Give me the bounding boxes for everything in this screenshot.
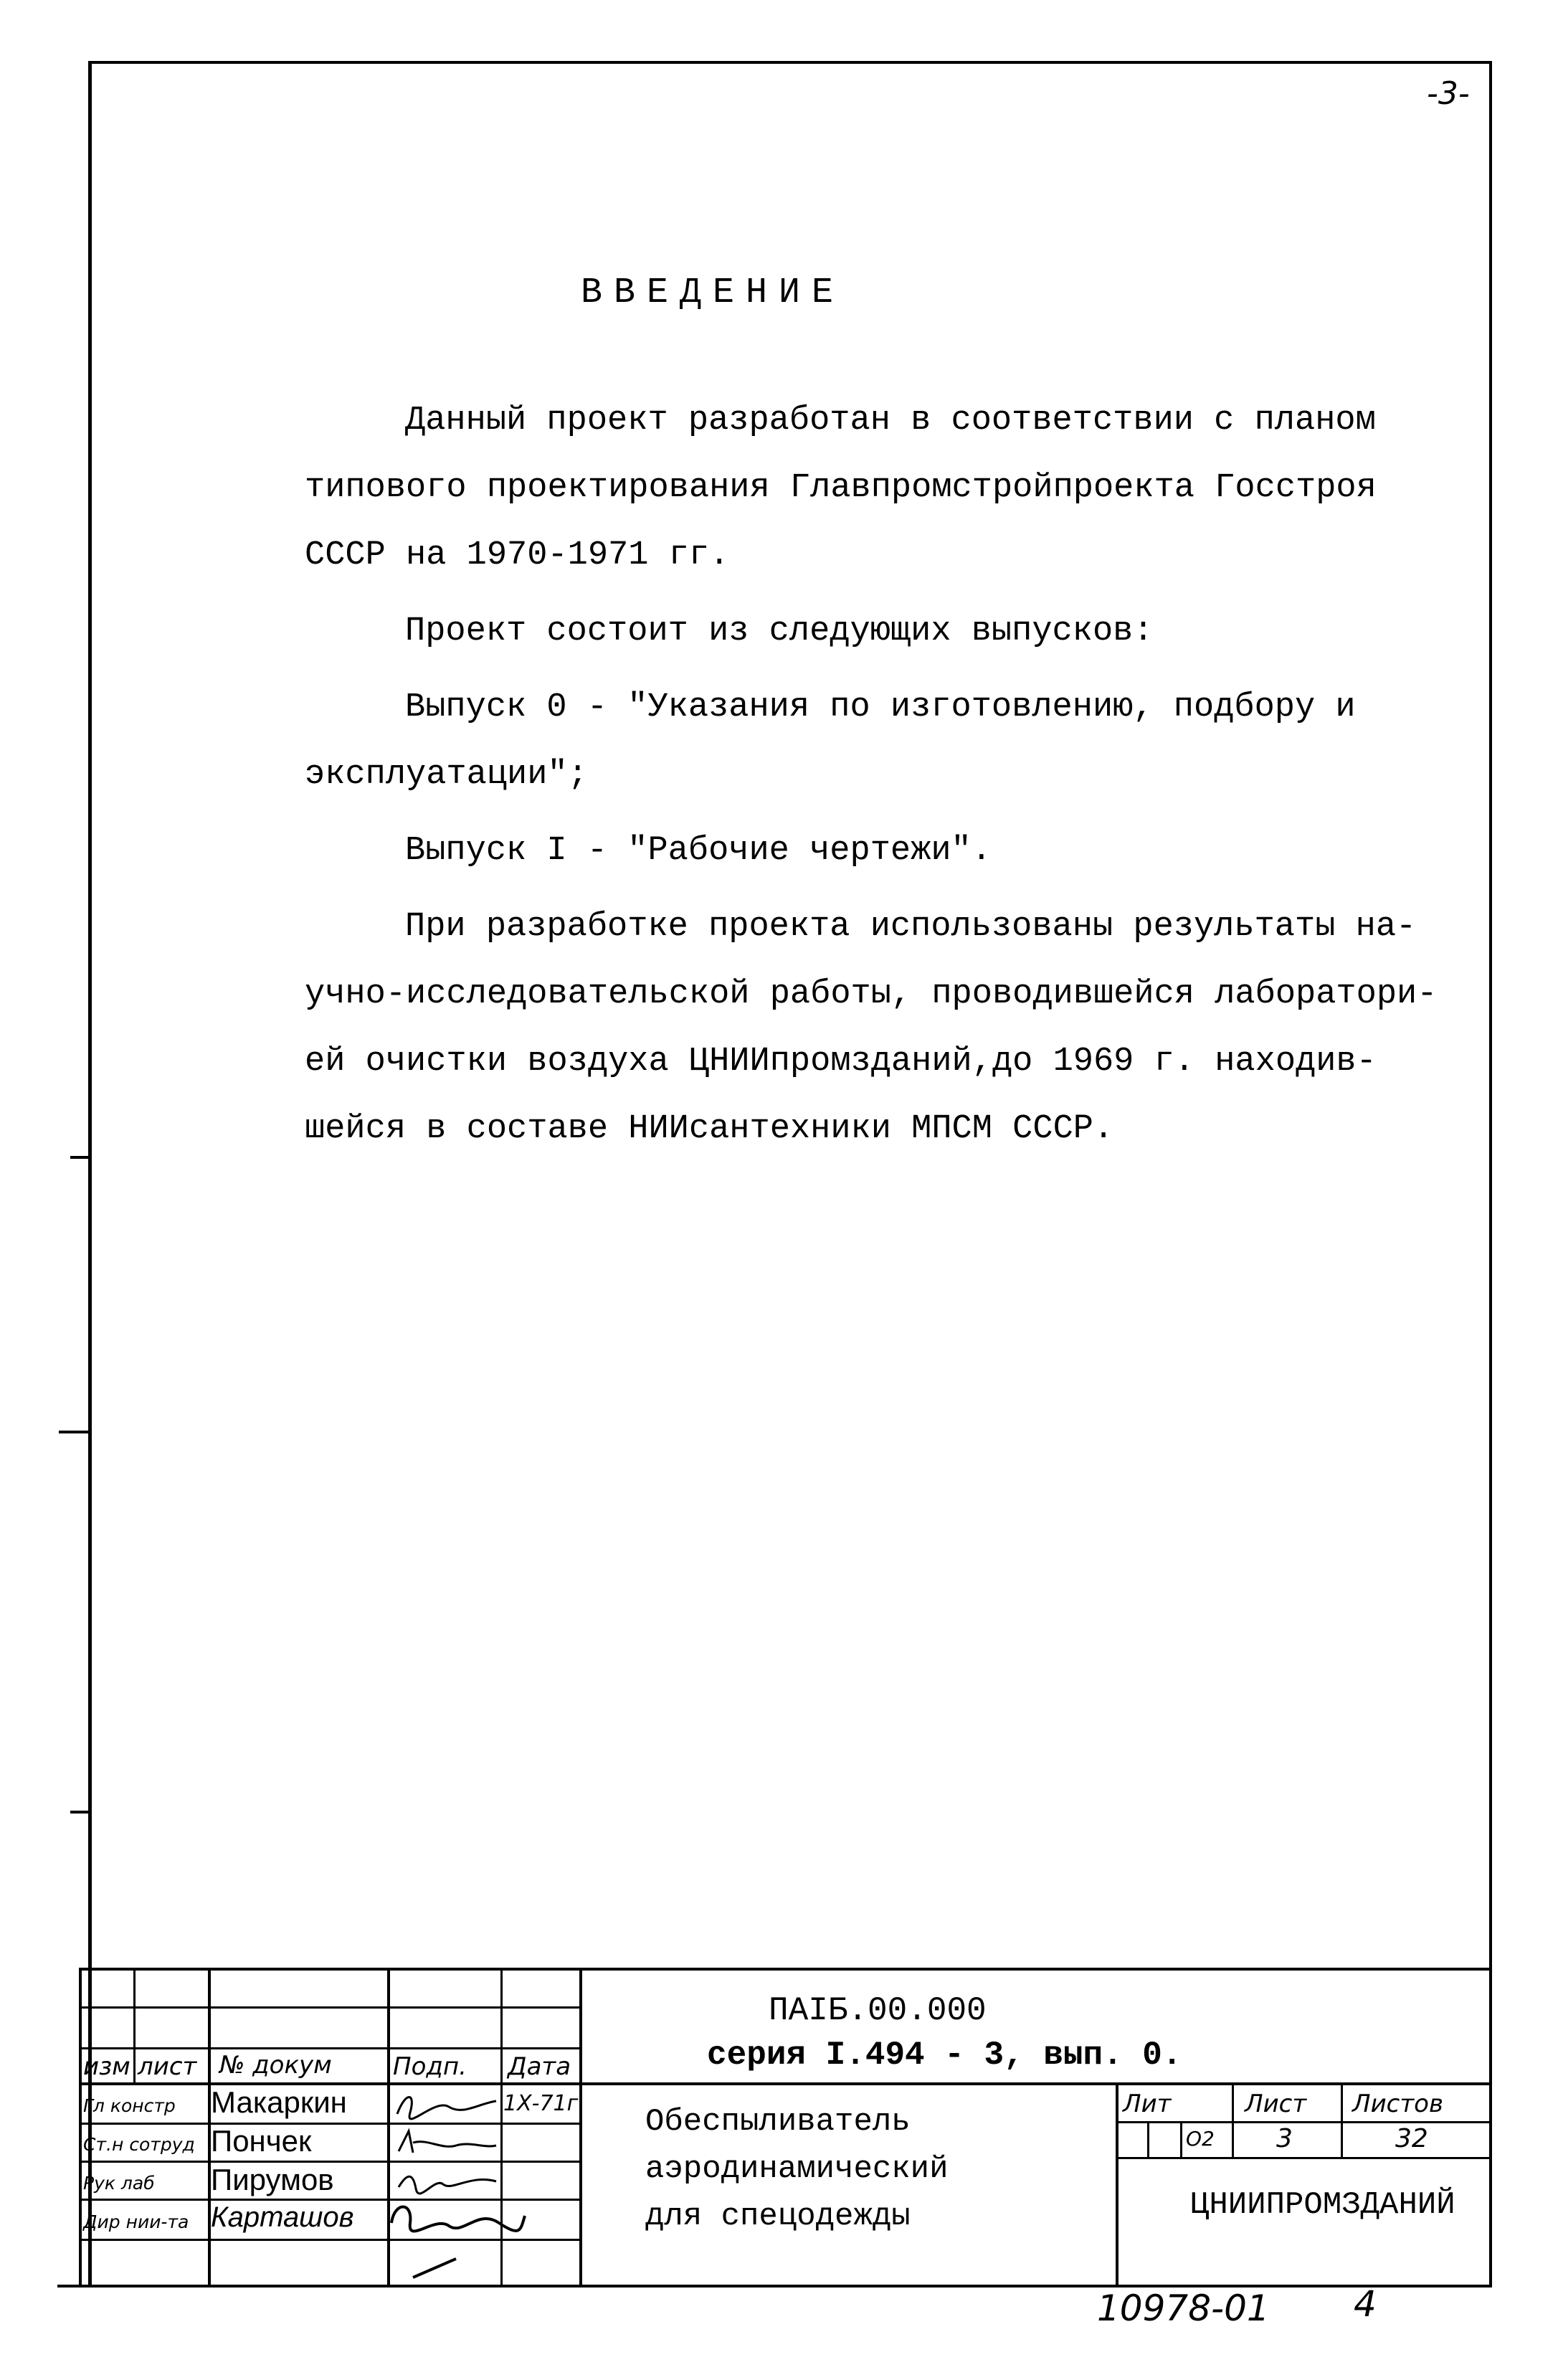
paragraph-line: Выпуск 0 - "Указания по изготовлению, подбору и bbox=[405, 688, 1356, 726]
frame-left bbox=[88, 61, 92, 2287]
role-label: Гл констр bbox=[83, 2095, 176, 2116]
sheet-value: 3 bbox=[1276, 2124, 1293, 2153]
signature-1 bbox=[391, 2085, 499, 2123]
col-header-podp: Подп. bbox=[393, 2052, 467, 2081]
paragraph-line: шейся в составе НИИсантехники МПСМ СССР. bbox=[305, 1110, 1114, 1148]
paragraph-line: учно-исследовательской работы, проводившейся лаборатори- bbox=[305, 975, 1438, 1013]
series-label: серия I.494 - 3, вып. 0. bbox=[707, 2037, 1182, 2074]
paragraph-line: ей очистки воздуха ЦНИИпромзданий,до 1969 г. находив- bbox=[305, 1043, 1377, 1081]
col-header-izm: изм bbox=[83, 2052, 130, 2081]
footer-note: 10978-01 bbox=[1097, 2287, 1270, 2329]
name-field: Карташов bbox=[211, 2201, 354, 2233]
paragraph-line: Проект состоит из следующих выпусков: bbox=[405, 612, 1154, 650]
page-number: -3- bbox=[1427, 75, 1470, 112]
role-label: Дир нии-та bbox=[83, 2211, 189, 2232]
frame-right bbox=[1489, 61, 1492, 2287]
col-header-list: лист bbox=[138, 2052, 197, 2081]
name-field: Пончек bbox=[211, 2124, 312, 2158]
section-heading: ВВЕДЕНИЕ bbox=[581, 272, 845, 313]
signature-4 bbox=[384, 2194, 528, 2280]
footer-number: 4 bbox=[1354, 2283, 1377, 2325]
lit-value: О2 bbox=[1186, 2127, 1215, 2151]
paragraph-line: Данный проект разработан в соответствии с планом bbox=[405, 402, 1376, 440]
col-header-date: Дата bbox=[508, 2052, 571, 2081]
signature-2 bbox=[391, 2124, 499, 2161]
paragraph-line: типового проектирования Главпромстройпроекта Госстроя bbox=[305, 469, 1377, 507]
name-field: Макаркин bbox=[211, 2085, 347, 2119]
paragraph-line: При разработке проекта использованы результаты на- bbox=[405, 908, 1417, 946]
binding-tick bbox=[70, 1156, 92, 1159]
frame-top bbox=[88, 61, 1492, 64]
role-label: Ст.н сотруд bbox=[83, 2134, 195, 2155]
introduction-text bbox=[305, 387, 1466, 1163]
paragraph-line: Выпуск I - "Рабочие чертежи". bbox=[405, 832, 992, 870]
sheets-value: 32 bbox=[1395, 2124, 1428, 2153]
sheets-label: Листов bbox=[1352, 2090, 1444, 2118]
organization-name: ЦНИИПРОМЗДАНИЙ bbox=[1190, 2187, 1455, 2223]
role-label: Рук лаб bbox=[83, 2173, 155, 2194]
document-code: ПАIБ.00.000 bbox=[769, 1992, 987, 2029]
date-field: 1Х-71г bbox=[503, 2091, 579, 2116]
name-field: Пирумов bbox=[211, 2163, 334, 2196]
frame-bottom bbox=[57, 2285, 1492, 2287]
binding-tick bbox=[59, 1431, 92, 1433]
col-header-doc: № докум bbox=[219, 2051, 332, 2080]
binding-tick bbox=[70, 1811, 92, 1814]
product-title: Обеспыливатель аэродинамический для спецодежды bbox=[645, 2104, 949, 2234]
sheet-label: Лист bbox=[1245, 2090, 1307, 2118]
paragraph-line: СССР на 1970-1971 гг. bbox=[305, 536, 730, 574]
lit-label: Лит bbox=[1123, 2090, 1172, 2118]
paragraph-line: эксплуатации"; bbox=[305, 756, 588, 794]
